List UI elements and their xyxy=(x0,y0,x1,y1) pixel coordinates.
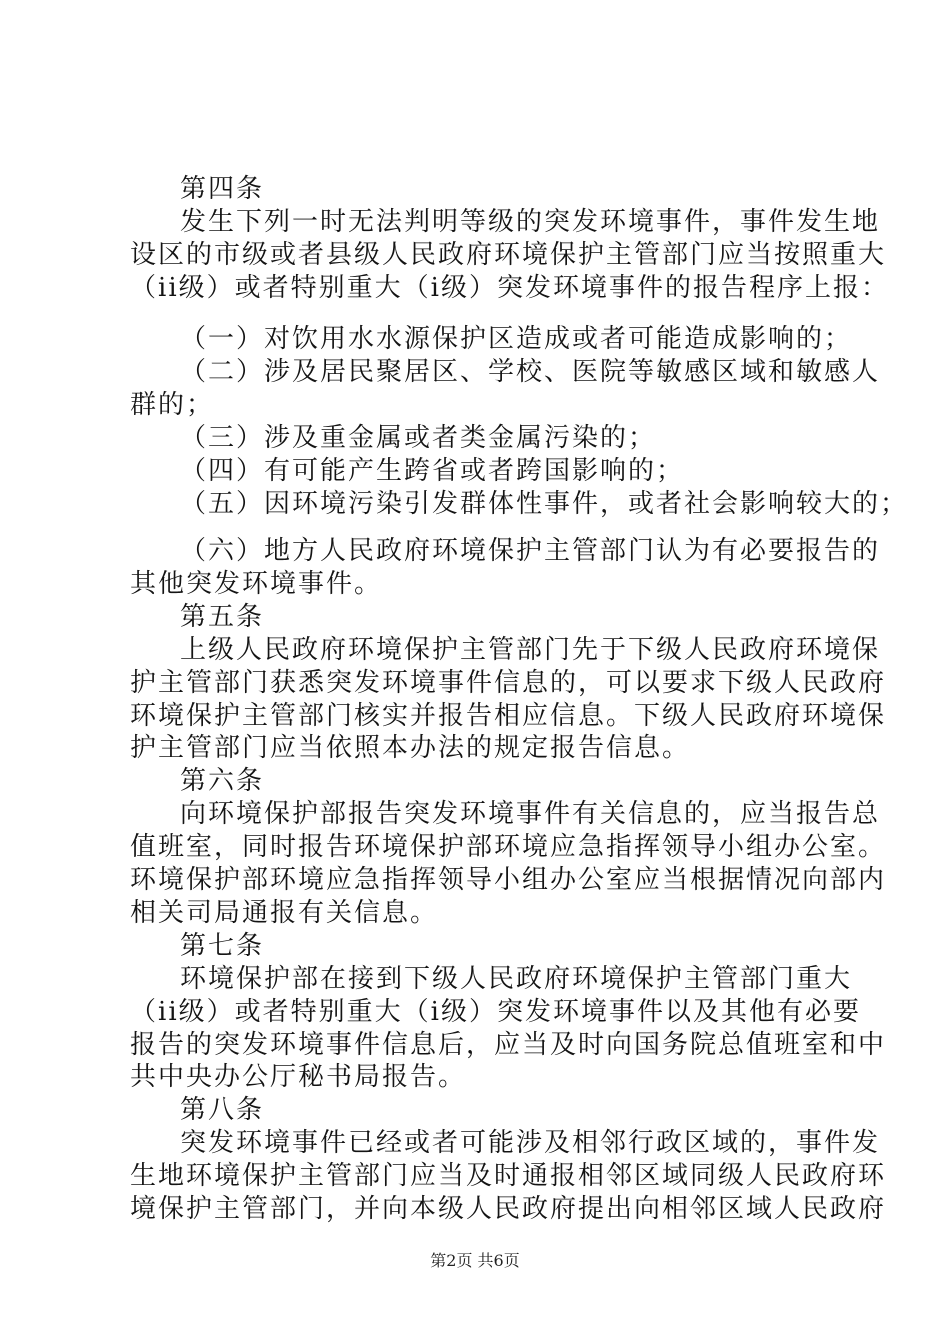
list-item: （五）因环境污染引发群体性事件，或者社会影响较大的； xyxy=(180,488,909,519)
text-line: 其他突发环境事件。 xyxy=(130,568,383,599)
text-line: 突发环境事件已经或者可能涉及相邻行政区域的，事件发 xyxy=(180,1128,881,1159)
text-line: 环境保护主管部门核实并报告相应信息。下级人民政府环境保 xyxy=(130,700,887,731)
article-heading: 第八条 xyxy=(180,1095,265,1126)
article-heading: 第六条 xyxy=(180,766,265,797)
article-heading: 第七条 xyxy=(180,930,265,961)
text-line: 设区的市级或者县级人民政府环境保护主管部门应当按照重大 xyxy=(130,239,887,270)
list-item: （一）对饮用水水源保护区造成或者可能造成影响的； xyxy=(180,324,853,355)
text-line: 值班室，同时报告环境保护部环境应急指挥领导小组办公室。 xyxy=(130,832,887,863)
text-line: 护主管部门获悉突发环境事件信息的，可以要求下级人民政府 xyxy=(130,667,887,698)
list-item: （四）有可能产生跨省或者跨国影响的； xyxy=(180,456,685,486)
text-line: 群的； xyxy=(130,390,215,421)
text-line: （ii级）或者特别重大（i级）突发环境事件的报告程序上报： xyxy=(130,272,889,303)
page-number-footer: 第2页 共6页 xyxy=(430,1251,520,1270)
text-line: 环境保护部在接到下级人民政府环境保护主管部门重大 xyxy=(180,963,853,994)
text-line: 相关司局通报有关信息。 xyxy=(130,897,439,928)
list-item: （六）地方人民政府环境保护主管部门认为有必要报告的 xyxy=(180,535,881,566)
text-line: 环境保护部环境应急指挥领导小组办公室应当根据情况向部内 xyxy=(130,865,887,895)
text-line: 护主管部门应当依照本办法的规定报告信息。 xyxy=(130,733,691,764)
text-line: （ii级）或者特别重大（i级）突发环境事件以及其他有必要 xyxy=(130,996,861,1027)
text-line: 生地环境保护主管部门应当及时通报相邻区域同级人民政府环 xyxy=(130,1161,887,1192)
text-line: 发生下列一时无法判明等级的突发环境事件，事件发生地 xyxy=(180,206,881,237)
text-line: 境保护主管部门，并向本级人民政府提出向相邻区域人民政府 xyxy=(130,1194,887,1224)
list-item: （二）涉及居民聚居区、学校、医院等敏感区域和敏感人 xyxy=(180,357,881,388)
article-heading: 第五条 xyxy=(180,601,265,632)
text-line: 共中央办公厅秘书局报告。 xyxy=(130,1062,467,1093)
text-line: 上级人民政府环境保护主管部门先于下级人民政府环境保 xyxy=(180,634,881,665)
list-item: （三）涉及重金属或者类金属污染的； xyxy=(180,423,657,454)
article-heading: 第四条 xyxy=(180,174,265,204)
text-line: 向环境保护部报告突发环境事件有关信息的，应当报告总 xyxy=(180,799,881,830)
text-line: 报告的突发环境事件信息后，应当及时向国务院总值班室和中 xyxy=(130,1029,887,1060)
